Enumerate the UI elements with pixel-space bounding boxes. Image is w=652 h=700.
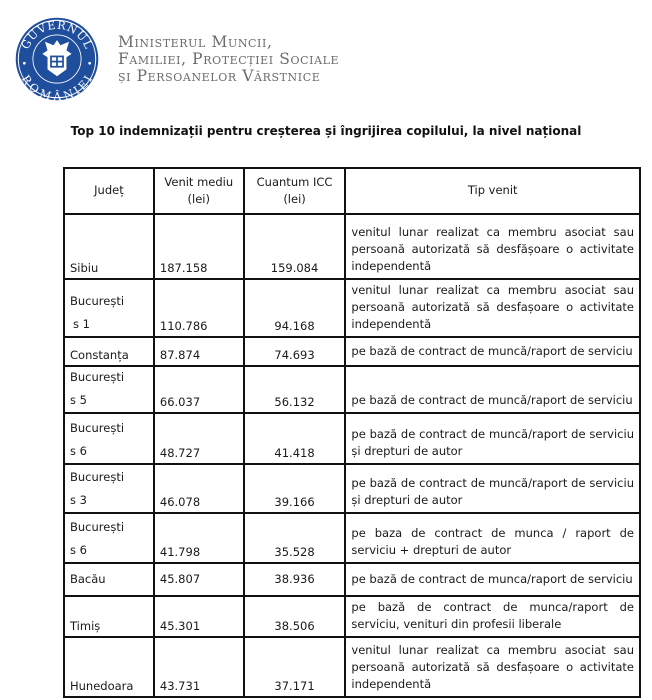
cell-cuantum: 56.132 xyxy=(244,366,346,413)
table-row xyxy=(64,337,640,366)
table-row xyxy=(64,513,640,563)
cell-cuantum: 41.418 xyxy=(244,413,346,464)
cell-judet: Constanța xyxy=(64,337,154,366)
logo-text-top: GUVERNUL xyxy=(18,18,96,52)
cell-cuantum: 35.528 xyxy=(244,513,346,563)
indemnity-table xyxy=(63,167,641,698)
document-title: Top 10 indemnizații pentru creșterea și îngrijirea copilului, la nivel național xyxy=(70,124,582,138)
column-header-cuantum-icc: Cuantum ICC (lei) xyxy=(244,168,346,214)
cell-venit: 66.037 xyxy=(154,366,244,413)
table-row xyxy=(64,366,640,413)
table-row xyxy=(64,596,640,637)
logo-text-bottom: ROMÂNIEI xyxy=(18,72,96,102)
cell-cuantum: 38.936 xyxy=(244,563,346,596)
cell-venit: 48.727 xyxy=(154,413,244,464)
cell-tip-venit: pe bază de contract de munca/raport de serviciu, venituri din profesii liberale xyxy=(345,596,640,637)
cell-judet: Timiș xyxy=(64,596,154,637)
cell-cuantum: 37.171 xyxy=(244,637,346,697)
cell-venit: 46.078 xyxy=(154,464,244,513)
cell-cuantum: 38.506 xyxy=(244,596,346,637)
cell-judet: București s 3 xyxy=(64,464,154,513)
cell-judet: București s 1 xyxy=(64,279,154,337)
table-row xyxy=(64,637,640,697)
cell-judet: București s 5 xyxy=(64,366,154,413)
cell-judet: Bacău xyxy=(64,563,154,596)
cell-tip-venit: pe bază de contract de muncă/raport de serviciu xyxy=(345,366,640,413)
cell-venit: 87.874 xyxy=(154,337,244,366)
cell-cuantum: 39.166 xyxy=(244,464,346,513)
table-header-row xyxy=(64,168,640,214)
ministry-line-3: și Persoanelor Vârstnice xyxy=(118,66,321,85)
cell-venit: 45.301 xyxy=(154,596,244,637)
column-header-venit-mediu: Venit mediu (lei) xyxy=(154,168,244,214)
cell-venit: 110.786 xyxy=(154,279,244,337)
column-header-tip-venit: Tip venit xyxy=(345,168,640,214)
cell-tip-venit: venitul lunar realizat ca membru asociat sau persoană autorizată să desfașoare o activitate independentă xyxy=(345,637,640,697)
cell-tip-venit: pe bază de contract de muncă/raport de serviciu și drepturi de autor xyxy=(345,413,640,464)
government-seal-icon xyxy=(14,16,100,102)
cell-cuantum: 94.168 xyxy=(244,279,346,337)
cell-judet: București s 6 xyxy=(64,513,154,563)
cell-venit: 41.798 xyxy=(154,513,244,563)
ministry-line-2: Familiei, Protecției Sociale xyxy=(118,49,340,68)
cell-venit: 45.807 xyxy=(154,563,244,596)
cell-cuantum: 159.084 xyxy=(244,214,346,279)
cell-cuantum: 74.693 xyxy=(244,337,346,366)
table-row xyxy=(64,563,640,596)
table-row xyxy=(64,279,640,337)
column-header-judet: Județ xyxy=(64,168,154,214)
cell-venit: 43.731 xyxy=(154,637,244,697)
cell-venit: 187.158 xyxy=(154,214,244,279)
table-row xyxy=(64,214,640,279)
table-row xyxy=(64,413,640,464)
ministry-name xyxy=(118,34,339,85)
ministry-line-1: Ministerul Muncii, xyxy=(118,32,273,51)
cell-judet: București s 6 xyxy=(64,413,154,464)
cell-tip-venit: pe baza de contract de munca / raport de serviciu + drepturi de autor xyxy=(345,513,640,563)
cell-tip-venit: pe bază de contract de muncă/raport de serviciu xyxy=(345,337,640,366)
cell-tip-venit: pe bază de contract de muncă/raport de serviciu și drepturi de autor xyxy=(345,464,640,513)
cell-tip-venit: venitul lunar realizat ca membru asociat sau persoană autorizată să desfășoare o activitate independentă xyxy=(345,214,640,279)
table-row xyxy=(64,464,640,513)
cell-judet: Hunedoara xyxy=(64,637,154,697)
page-header xyxy=(14,14,339,104)
cell-tip-venit: venitul lunar realizat ca membru asociat sau persoană autorizată să desfașoare o activitate independentă xyxy=(345,279,640,337)
cell-tip-venit: pe bază de contract de munca/raport de serviciu xyxy=(345,563,640,596)
cell-judet: Sibiu xyxy=(64,214,154,279)
